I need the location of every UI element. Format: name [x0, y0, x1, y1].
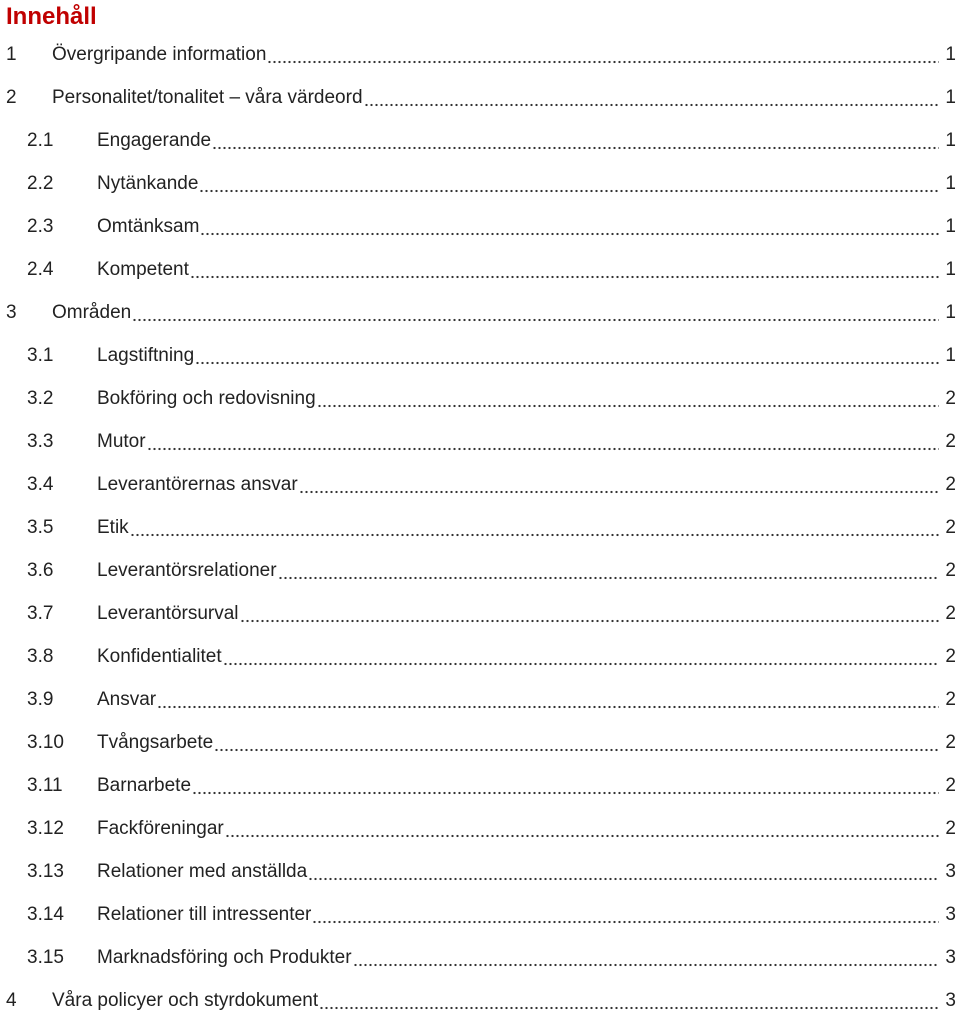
toc-entry[interactable] — [0, 807, 960, 850]
dot-leader — [317, 389, 939, 408]
toc-entry-page: 1 — [945, 86, 956, 108]
toc-entry-page: 2 — [945, 688, 956, 710]
toc-entry[interactable] — [0, 549, 960, 592]
toc-entry-title: Bokföring och redovisning — [97, 387, 316, 409]
toc-entry-number: 3.14 — [27, 903, 64, 925]
toc-entry-title: Leverantörsurval — [97, 602, 239, 624]
toc-entry[interactable] — [0, 248, 960, 291]
toc-entry-title: Nytänkande — [97, 172, 199, 194]
dot-leader — [267, 45, 939, 64]
toc-entry-number: 3.5 — [27, 516, 54, 538]
dot-leader — [319, 991, 939, 1010]
dot-leader — [299, 475, 939, 494]
toc-entry[interactable] — [0, 850, 960, 893]
toc-entry-title: Leverantörernas ansvar — [97, 473, 298, 495]
toc-entry-page: 3 — [945, 903, 956, 925]
toc-entry-number: 3.6 — [27, 559, 54, 581]
toc-entry-page: 2 — [945, 731, 956, 753]
toc-entry[interactable] — [0, 76, 960, 119]
toc-entry-page: 1 — [945, 43, 956, 65]
toc-entry[interactable] — [0, 463, 960, 506]
toc-entry-page: 2 — [945, 817, 956, 839]
toc-entry-number: 1 — [6, 43, 17, 65]
dot-leader — [353, 948, 939, 967]
toc-entry-title: Relationer till intressenter — [97, 903, 312, 925]
toc-entry-number: 2.4 — [27, 258, 54, 280]
toc-entry-number: 3.12 — [27, 817, 64, 839]
toc-entry-title: Omtänksam — [97, 215, 200, 237]
toc-entry[interactable] — [0, 979, 960, 1022]
toc-entry-page: 2 — [945, 774, 956, 796]
toc-entry-page: 2 — [945, 602, 956, 624]
toc-entry-title: Personalitet/tonalitet – våra värdeord — [52, 86, 363, 108]
dot-leader — [308, 862, 939, 881]
toc-entry[interactable] — [0, 678, 960, 721]
toc-entry-page: 1 — [945, 301, 956, 323]
toc-entry[interactable] — [0, 33, 960, 76]
dot-leader — [212, 131, 939, 150]
toc-entry-title: Tvångsarbete — [97, 731, 214, 753]
dot-leader — [214, 733, 939, 752]
toc-entry-number: 3.11 — [27, 774, 63, 796]
toc-heading: Innehåll — [6, 3, 97, 30]
toc-entry-title: Engagerande — [97, 129, 212, 151]
dot-leader — [132, 303, 939, 322]
toc-entry[interactable] — [0, 119, 960, 162]
dot-leader — [195, 346, 939, 365]
toc-entry[interactable] — [0, 592, 960, 635]
toc-entry-title: Lagstiftning — [97, 344, 195, 366]
toc-entry-title: Våra policyer och styrdokument — [52, 989, 319, 1011]
toc-entry-page: 2 — [945, 559, 956, 581]
toc-entry[interactable] — [0, 377, 960, 420]
toc-entry[interactable] — [0, 635, 960, 678]
dot-leader — [278, 561, 939, 580]
toc-entry-page: 2 — [945, 516, 956, 538]
toc-entry-number: 3.2 — [27, 387, 54, 409]
dot-leader — [130, 518, 939, 537]
toc-entry[interactable] — [0, 893, 960, 936]
toc-entry-number: 3.4 — [27, 473, 54, 495]
toc-entry[interactable] — [0, 205, 960, 248]
toc-entry-number: 2.3 — [27, 215, 54, 237]
toc-entry-title: Områden — [52, 301, 132, 323]
toc-entry-page: 3 — [945, 946, 956, 968]
toc-entry-number: 2.1 — [27, 129, 54, 151]
toc-entry[interactable] — [0, 764, 960, 807]
toc-entry-page: 1 — [945, 215, 956, 237]
dot-leader — [157, 690, 939, 709]
dot-leader — [147, 432, 939, 451]
toc-entry-number: 3.10 — [27, 731, 64, 753]
toc-entry[interactable] — [0, 420, 960, 463]
toc-entry-title: Leverantörsrelationer — [97, 559, 277, 581]
toc-entry-title: Barnarbete — [97, 774, 192, 796]
toc-entry-title: Etik — [97, 516, 129, 538]
toc-entry-page: 2 — [945, 430, 956, 452]
toc-entry[interactable] — [0, 334, 960, 377]
dot-leader — [200, 217, 939, 236]
toc-entry-page: 1 — [945, 129, 956, 151]
toc-entry-number: 3.8 — [27, 645, 54, 667]
dot-leader — [190, 260, 939, 279]
toc-entry-title: Mutor — [97, 430, 146, 452]
toc-entry[interactable] — [0, 506, 960, 549]
toc-entry-title: Övergripande information — [52, 43, 267, 65]
toc-entry-number: 3.1 — [27, 344, 54, 366]
toc-entry-number: 3.3 — [27, 430, 54, 452]
toc-entry-number: 3.15 — [27, 946, 64, 968]
toc-entry-page: 1 — [945, 258, 956, 280]
toc-entry-page: 2 — [945, 645, 956, 667]
toc-entry-title: Marknadsföring och Produkter — [97, 946, 352, 968]
toc-entry[interactable] — [0, 936, 960, 979]
dot-leader — [240, 604, 939, 623]
toc-entry-title: Relationer med anställda — [97, 860, 308, 882]
toc-entry-title: Fackföreningar — [97, 817, 224, 839]
toc-entry-title: Ansvar — [97, 688, 157, 710]
toc-entry-number: 3 — [6, 301, 17, 323]
toc-entry-number: 4 — [6, 989, 17, 1011]
toc-entry-page: 2 — [945, 387, 956, 409]
dot-leader — [312, 905, 939, 924]
toc-entry-page: 1 — [945, 344, 956, 366]
toc-entry-number: 2.2 — [27, 172, 54, 194]
dot-leader — [225, 819, 939, 838]
dot-leader — [192, 776, 939, 795]
toc-entry-title: Kompetent — [97, 258, 189, 280]
toc-entry-title: Konfidentialitet — [97, 645, 222, 667]
dot-leader — [364, 88, 939, 107]
table-of-contents — [0, 33, 960, 1022]
toc-entry-page: 3 — [945, 860, 956, 882]
toc-entry-number: 3.7 — [27, 602, 54, 624]
toc-entry-page: 2 — [945, 473, 956, 495]
toc-entry-page: 1 — [945, 172, 956, 194]
dot-leader — [223, 647, 939, 666]
toc-entry[interactable] — [0, 721, 960, 764]
dot-leader — [199, 174, 939, 193]
toc-entry-page: 3 — [945, 989, 956, 1011]
toc-entry-number: 2 — [6, 86, 17, 108]
toc-entry[interactable] — [0, 291, 960, 334]
toc-entry-number: 3.13 — [27, 860, 64, 882]
toc-entry[interactable] — [0, 162, 960, 205]
toc-entry-number: 3.9 — [27, 688, 54, 710]
